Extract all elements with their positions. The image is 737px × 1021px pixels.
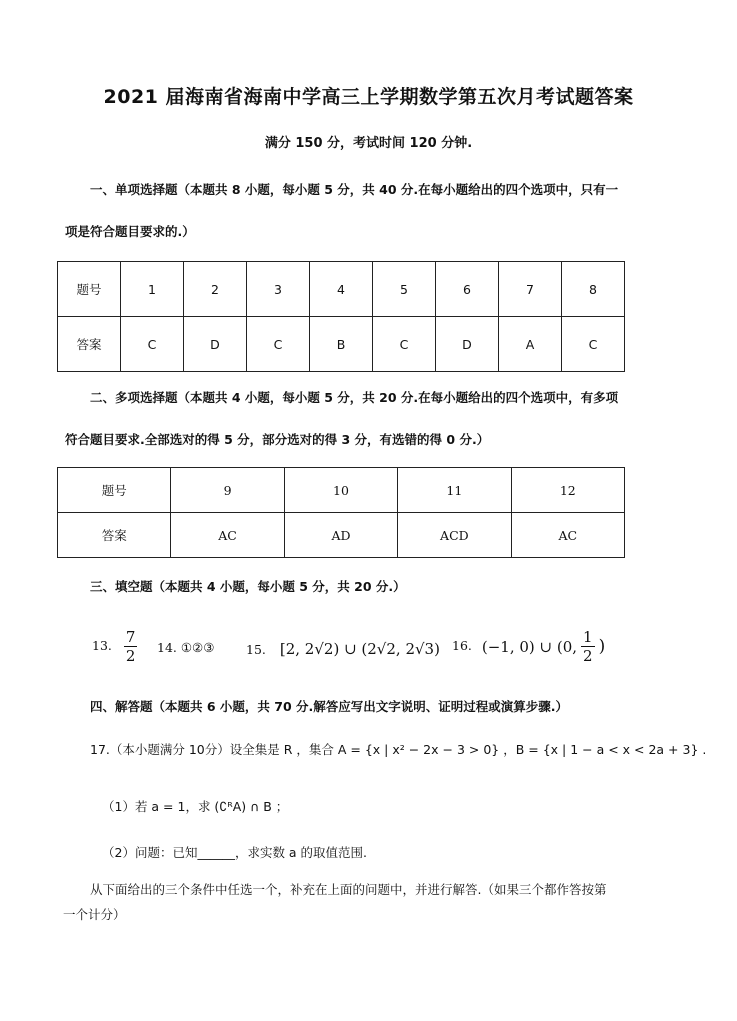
answer-cell: AC xyxy=(511,513,624,558)
row-label: 题号 xyxy=(58,468,171,513)
answer-cell: C xyxy=(562,317,625,372)
q13-label: 13. xyxy=(92,638,112,653)
answer-cell: ACD xyxy=(398,513,511,558)
row-label: 答案 xyxy=(58,513,171,558)
row-label: 答案 xyxy=(58,317,121,372)
exam-info: 满分 150 分，考试时间 120 分钟. xyxy=(264,136,473,151)
question-number: 6 xyxy=(436,262,499,317)
answer-cell: C xyxy=(247,317,310,372)
question-number: 8 xyxy=(562,262,625,317)
section2-heading-line2: 符合题目要求.全部选对的得 5 分，部分选对的得 3 分，有选错的得 0 分.） xyxy=(65,432,490,447)
q13-fraction xyxy=(124,628,138,665)
answer-cell: AD xyxy=(284,513,397,558)
q16-fraction xyxy=(581,628,595,665)
q16-numerator: 1 xyxy=(583,628,593,646)
question-number: 7 xyxy=(499,262,562,317)
answer-cell: A xyxy=(499,317,562,372)
question-number: 3 xyxy=(247,262,310,317)
table-row-numbers xyxy=(58,262,625,317)
q16-denominator: 2 xyxy=(583,647,593,665)
section3-heading: 三、填空题（本题共 4 小题，每小题 5 分，共 20 分.） xyxy=(90,579,406,594)
row-label: 题号 xyxy=(58,262,121,317)
question-number: 5 xyxy=(373,262,436,317)
answer-cell: D xyxy=(184,317,247,372)
q17-part2: （2）问题：已知______，求实数 a 的取值范围. xyxy=(102,845,368,860)
answer-13 xyxy=(92,628,137,665)
section2-heading-line1: 二、多项选择题（本题共 4 小题，每小题 5 分，共 20 分.在每小题给出的四个选项中，有多项 xyxy=(90,390,619,405)
q17-instruction-line1: 从下面给出的三个条件中任选一个，补充在上面的问题中，并进行解答.（如果三个都作答按第 xyxy=(90,882,607,897)
q13-numerator: 7 xyxy=(125,628,136,646)
table-row-answers xyxy=(58,513,625,558)
section1-heading-line2: 项是符合题目要求的.） xyxy=(65,224,195,239)
q16-expression: (−1, 0) ∪ (0, xyxy=(481,637,578,656)
section1-heading-line1: 一、单项选择题（本题共 8 小题，每小题 5 分，共 40 分.在每小题给出的四个选项中，只有一 xyxy=(90,182,619,197)
q15-expression: [2, 2√2) ∪ (2√2, 2√3) xyxy=(279,640,440,658)
page-title: 2021 届海南省海南中学高三上学期数学第五次月考试题答案 xyxy=(103,86,634,108)
answer-cell: C xyxy=(373,317,436,372)
answer-cell: B xyxy=(310,317,373,372)
answer-cell: C xyxy=(121,317,184,372)
table-row-numbers xyxy=(58,468,625,513)
answer-16 xyxy=(452,628,605,665)
q16-close-paren: ) xyxy=(598,636,606,657)
q16-label: 16. xyxy=(452,638,472,653)
q13-denominator: 2 xyxy=(125,647,136,665)
q17-statement: 17.（本小题满分 10分）设全集是 R ，集合 A = {x | x² − 2x − 3 > 0} ，B = {x | 1 − a < x < 2a + 3} . xyxy=(90,742,707,757)
answer-cell: D xyxy=(436,317,499,372)
question-number: 10 xyxy=(284,468,397,513)
question-number: 9 xyxy=(171,468,284,513)
question-number: 2 xyxy=(184,262,247,317)
question-number: 1 xyxy=(121,262,184,317)
multiple-choice-answer-table xyxy=(57,467,625,558)
question-number: 12 xyxy=(511,468,624,513)
q15-label: 15. xyxy=(246,642,266,657)
question-number: 11 xyxy=(398,468,511,513)
q17-part1: （1）若 a = 1，求 (∁ᴿA) ∩ B ； xyxy=(102,799,289,814)
answer-cell: AC xyxy=(171,513,284,558)
table-row-answers xyxy=(58,317,625,372)
section4-heading: 四、解答题（本题共 6 小题，共 70 分.解答应写出文字说明、证明过程或演算步骤.） xyxy=(90,699,568,714)
single-choice-answer-table xyxy=(57,261,625,372)
q17-instruction-line2: 一个计分） xyxy=(63,907,126,922)
answer-15 xyxy=(246,640,440,658)
answer-14: 14. ①②③ xyxy=(157,640,215,655)
question-number: 4 xyxy=(310,262,373,317)
